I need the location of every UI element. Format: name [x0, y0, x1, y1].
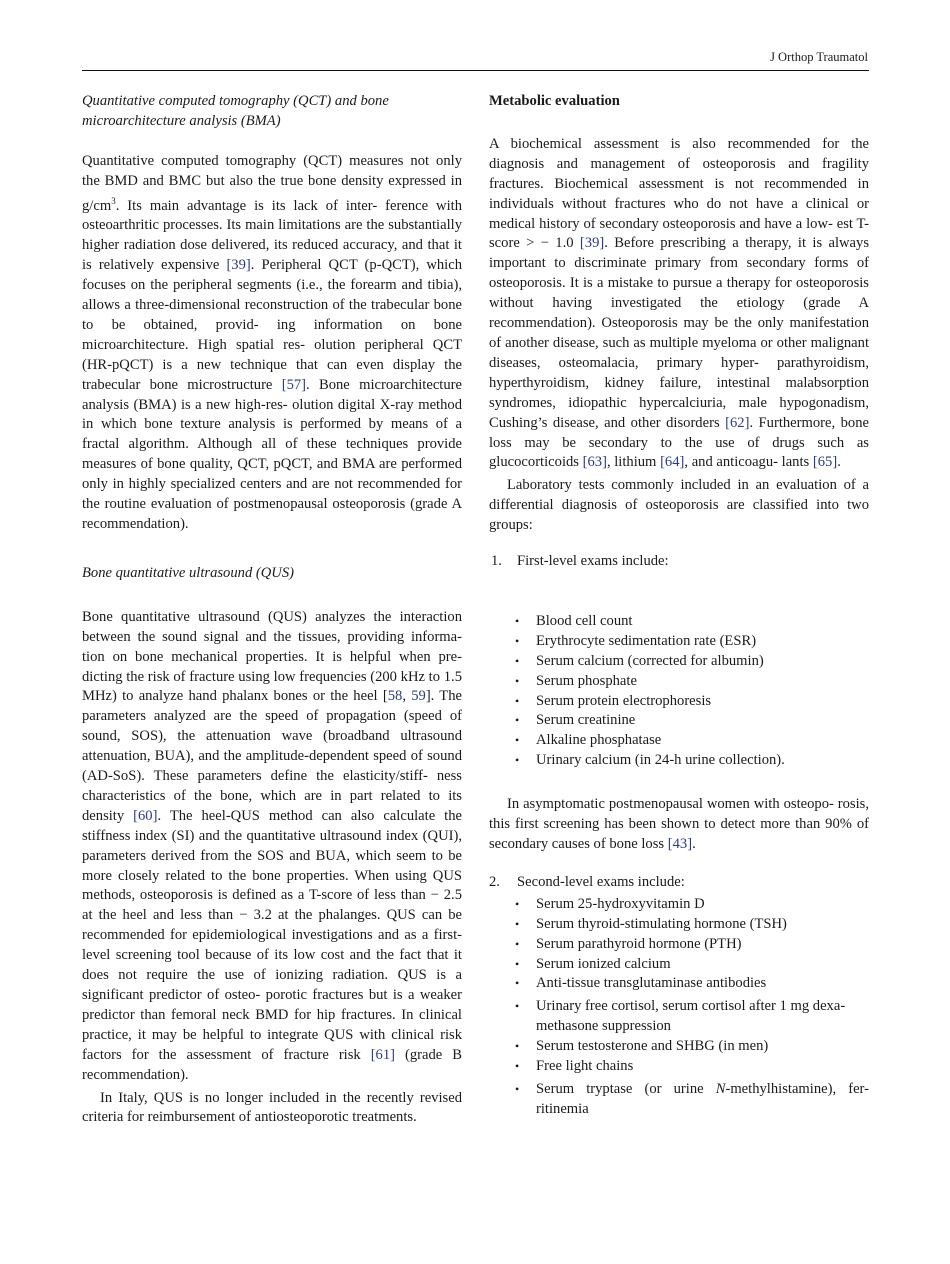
ref-43[interactable]: [43]: [667, 836, 693, 852]
me-text-1: A biochemical assessment is also recommended for the diagnosis and management of osteoporosis and fragility fractures. Biochemical assessment is not recommended in individuals without fractures who do not have a clinical or medical history of secondary osteoporosis and have a low- est T-score > − 1.0: [489, 135, 869, 252]
me-text-5: , and anticoagu- lants: [684, 454, 813, 471]
qct-text-4: . Bone microarchitecture analysis (BMA) is a new high-res- olution digital X-ray method in which bone texture analysis is performed by means of a fractal algorithm. Although all of these techniques provide measures of bone quality, QCT, pQCT, and BMA are performed only in highly specialized centers and are not recommended for the routine evaluation of postmenopausal osteoporosis (grade A recommendation).: [82, 376, 462, 532]
qus-text-4: (grade B recommendation).: [82, 1046, 462, 1083]
second-exam-item: • Free light chains: [515, 1057, 869, 1077]
qct-paragraph: [82, 152, 462, 535]
qct-text-2: . Its main advantage is its lack of inter- ference with osteoarthritic processes. Its main limitations are the substantially higher radiation dose delivered, its reduced accuracy, and that it is relatively expensive: [82, 197, 462, 274]
ref-58[interactable]: 58: [387, 688, 403, 705]
ref-65[interactable]: [65]: [812, 454, 838, 471]
first-exam-item: • Serum protein electrophoresis: [515, 692, 869, 712]
qct-text-1: Quantitative computed tomography (QCT) measures not only the BMD and BMC but also the true bone density expressed in g/cm: [82, 152, 462, 214]
me-text-6: .: [837, 454, 841, 471]
asym-text-2: .: [692, 836, 696, 852]
qct-text-3: . Peripheral QCT (p-QCT), which focuses on the peripheral segments (i.e., the forearm and tibia), allows a three-dimensional reconstruction of the trabecular bone to be obtained, provid- ing information on bone microarchitecture. High spatial res- olution peripheral QCT (HR-pQCT) is a new technique that can even display the trabecular bone microstructure: [82, 257, 463, 393]
first-level-exams: [489, 612, 869, 771]
metabolic-section-heading: Metabolic evaluation: [489, 93, 620, 109]
ref-59[interactable]: 59: [411, 688, 426, 705]
qus-section-heading: Bone quantitative ultrasound (QUS): [82, 564, 294, 581]
qct-superscript: 3: [111, 195, 116, 206]
exam-levels-list: [489, 552, 869, 771]
first-exam-item: • Serum phosphate: [515, 672, 869, 692]
qus-paragraph: [82, 608, 462, 1086]
first-level-label: First-level exams include:: [517, 553, 669, 570]
qus-text-3: . The heel-QUS method can also calculate the stiffness index (SI) and the quantitative ultrasound index (QUI), parameters derived from the SOS and BUA, which seem to be more closely related to the bone properties. When using QUS methods, osteoporosis is defined as a T-score of less than − 2.5 at the heel and less than − 3.2 at the phalanges. QUS can be recommended for epidemiological investigations and as a first-level screening tool because of its low cost and the fact that it does not require the use of ionizing radiation. QUS is a significant predictor of osteo- porotic fractures but is a weaker predictor than femoral neck BMD for hip fractures. In clinical practice, it may be helpful to integrate QUS with clinical risk factors for the assessment of fracture risk: [82, 807, 462, 1063]
ref-57[interactable]: [57]: [281, 376, 307, 393]
left-column: [82, 92, 462, 1128]
first-exam-item: • Alkaline phosphatase: [515, 731, 869, 751]
second-exam-item: • Anti-tissue transglutaminase antibodies: [515, 974, 869, 994]
ref-60[interactable]: [60]: [133, 807, 158, 824]
lab-tests-paragraph: Laboratory tests commonly included in an evaluation of a differential diagnosis of osteoporosis are classified into two groups:: [489, 477, 869, 534]
italy-paragraph: In Italy, QUS is no longer included in the recently revised criteria for reimbursement of antiosteoporotic treatments.: [82, 1089, 462, 1126]
me-text-4: , lithium: [606, 454, 661, 471]
ref-39[interactable]: [39]: [226, 257, 251, 274]
right-column: [489, 92, 869, 1120]
first-level-item: [489, 552, 869, 771]
second-exam-item: • Serum thyroid-stimulating hormone (TSH): [515, 915, 869, 935]
first-exam-item: • Serum calcium (corrected for albumin): [515, 652, 869, 672]
first-level-heading: [489, 552, 869, 572]
qus-ref-separator: ,: [402, 688, 412, 705]
second-exam-item: • Serum 25-hydroxyvitamin D: [515, 895, 869, 915]
asymptomatic-paragraph: [489, 795, 869, 855]
second-level-item: [489, 873, 869, 1120]
metabolic-paragraph: [489, 135, 869, 473]
first-exam-item: • Erythrocyte sedimentation rate (ESR): [515, 632, 869, 652]
first-exam-item: • Serum creatinine: [515, 711, 869, 731]
me-text-3: . Furthermore, bone loss may be secondary to the use of drugs such as glucocorticoids: [489, 414, 869, 471]
second-exam-item: [515, 1080, 869, 1120]
me-text-2: . Before prescribing a therapy, it is always important to discriminate primary from secondary forms of osteoporosis. It is a mistake to pursue a therapy for osteoporosis without having investigated the etiology (grade A recommendation). Osteoporosis may be the only manifestation of another disease, such as multiple myeloma or other malignant diseases, osteomalacia, primary hyper- parathyroidism, hyperthyroidism, kidney failure, intestinal malabsorption syndromes, idiopathic hypercalciuria, male hypogonadism, Cushing’s disease, and other disorders: [489, 235, 869, 431]
second-exam-item: • Serum ionized calcium: [515, 955, 869, 975]
tryptase-italic: N: [715, 1080, 726, 1097]
ref-63[interactable]: [63]: [582, 454, 607, 471]
tryptase-text-1: Serum tryptase (or urine: [536, 1080, 716, 1097]
second-level-heading: [489, 873, 869, 893]
ref-64[interactable]: [64]: [660, 454, 685, 471]
running-head-journal: J Orthop Traumatol: [770, 50, 868, 64]
qus-text-1: Bone quantitative ultrasound (QUS) analyzes the interaction between the sound signal and the tissues, providing informa- tion on bone mechanical properties. It is helpful when pre- dicting the risk of fracture using low frequencies (200 kHz to 1.5 MHz) to analyze hand phalanx bones or the heel [: [82, 608, 462, 705]
second-level-number: 2.: [489, 873, 500, 890]
qct-section-heading: Quantitative computed tomography (QCT) and bone microarchitecture analysis (BMA): [82, 93, 389, 129]
second-level-label: Second-level exams include:: [517, 873, 685, 890]
ref-61[interactable]: [61]: [370, 1046, 396, 1063]
ref-39-b[interactable]: [39]: [579, 235, 605, 252]
ref-62[interactable]: [62]: [725, 414, 750, 431]
header-rule: [82, 70, 869, 71]
second-exam-item: • Urinary free cortisol, serum cortisol after 1 mg dexa- methasone suppression: [515, 997, 869, 1037]
second-exam-item: • Serum testosterone and SHBG (in men): [515, 1037, 869, 1057]
exam-levels-list-2: [489, 873, 869, 1120]
first-level-number: 1.: [491, 553, 502, 570]
first-exam-item: • Urinary calcium (in 24-h urine collection).: [515, 751, 869, 771]
first-exam-item: • Blood cell count: [515, 612, 869, 632]
qus-text-2: ]. The parameters analyzed are the speed of propagation (speed of sound, SOS), the attenuation wave (broadband ultrasound attenuation, BUA), and the amplitude-dependent speed of sound (AD-SoS). These parameters define the elasticity/stiff- ness characteristics of the bone, which are in part related to its density: [82, 688, 462, 824]
second-exam-item: • Serum parathyroid hormone (PTH): [515, 935, 869, 955]
second-level-exams: [489, 895, 869, 1120]
asym-text-1: In asymptomatic postmenopausal women with osteopo- rosis, this first screening has been shown to detect more than 90% of secondary causes of bone loss: [489, 796, 869, 852]
tryptase-text-2: -methylhistamine), fer- ritinemia: [536, 1080, 869, 1117]
